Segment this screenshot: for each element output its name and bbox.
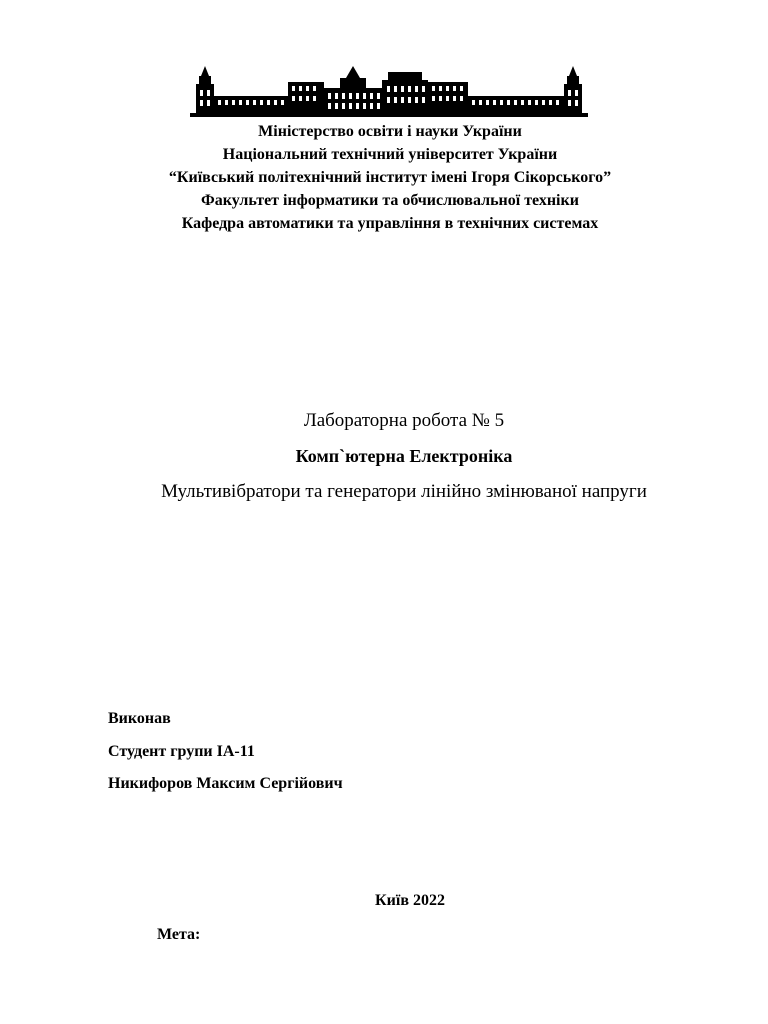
student-name: Никифоров Максим Сергійович [108,775,343,792]
lab-number: Лабораторна робота № 5 [303,410,505,431]
university-building-emblem [190,66,588,118]
faculty-name: Факультет інформатики та обчислювальної техніки [201,192,579,209]
student-group: Студент групи ІА-11 [108,743,255,760]
city-year: Київ 2022 [375,892,445,909]
goal-label: Мета: [157,926,201,943]
performed-by-label: Виконав [108,710,171,727]
ministry-name: Міністерство освіти і науки України [258,123,522,140]
lab-topic: Мультивібратори та генератори лінійно змінюваної напруги [161,481,647,502]
university-name: Національний технічний університет України [222,146,558,163]
institute-name: “Київський політехнічний інститут імені Ігоря Сікорського” [168,169,612,186]
department-name: Кафедра автоматики та управління в технічних системах [181,215,599,232]
course-title: Комп`ютерна Електроніка [295,446,513,466]
institution-header [0,120,768,235]
